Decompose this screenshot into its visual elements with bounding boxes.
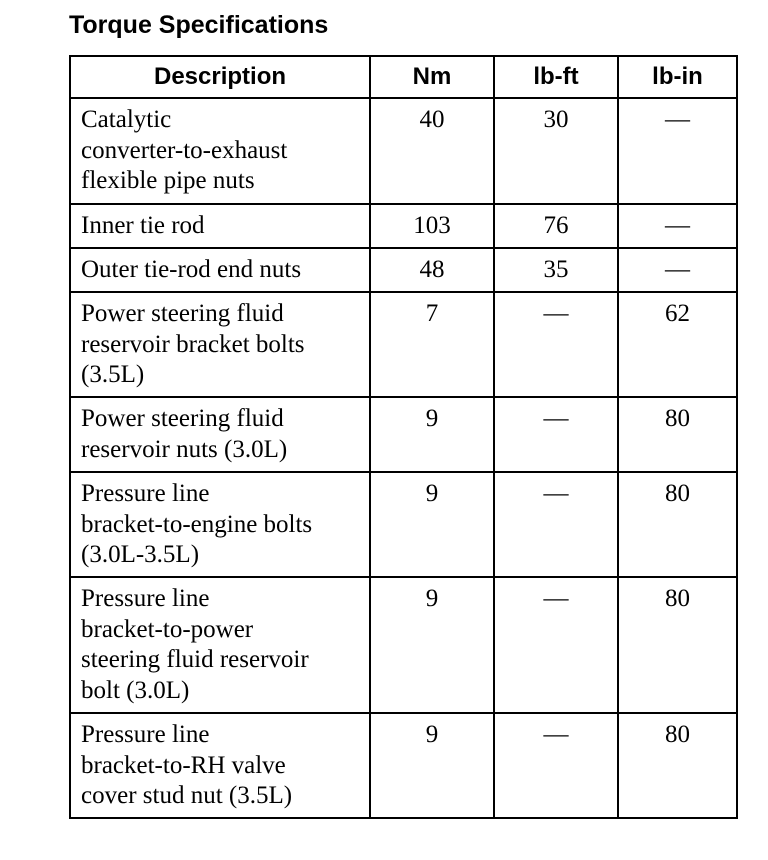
description-cell xyxy=(70,397,370,472)
table-row xyxy=(70,248,737,292)
description-cell xyxy=(70,204,370,248)
table-body xyxy=(70,98,737,818)
description-line: Power steering fluid xyxy=(81,405,284,432)
lb-in-cell: 80 xyxy=(618,472,737,577)
lb-in-cell: 80 xyxy=(618,577,737,713)
description-cell xyxy=(70,713,370,818)
table-row xyxy=(70,397,737,472)
description-line: flexible pipe nuts xyxy=(81,167,255,194)
column-header-nm: Nm xyxy=(370,56,494,98)
column-header-lb-ft: lb-ft xyxy=(494,56,618,98)
lb-ft-cell: — xyxy=(494,713,618,818)
description-cell xyxy=(70,292,370,397)
lb-ft-cell: 30 xyxy=(494,98,618,204)
description-line: Power steering fluid xyxy=(81,300,284,327)
description-cell xyxy=(70,577,370,713)
description-line: (3.0L-3.5L) xyxy=(81,541,200,568)
lb-in-cell: — xyxy=(618,98,737,204)
lb-in-cell: 80 xyxy=(618,397,737,472)
header-row xyxy=(70,56,737,98)
nm-cell: 40 xyxy=(370,98,494,204)
description-line: reservoir bracket bolts xyxy=(81,330,305,358)
lb-ft-cell: — xyxy=(494,292,618,397)
description-line: Catalytic xyxy=(81,106,172,133)
table-row xyxy=(70,204,737,248)
nm-cell: 9 xyxy=(370,397,494,472)
description-line: Inner tie rod xyxy=(81,212,205,239)
page-title: Torque Specifications xyxy=(69,11,329,39)
nm-cell: 9 xyxy=(370,577,494,713)
lb-ft-cell: 35 xyxy=(494,248,618,292)
description-cell xyxy=(70,98,370,204)
table-row xyxy=(70,472,737,577)
nm-cell: 7 xyxy=(370,292,494,397)
description-line: (3.5L) xyxy=(81,361,145,388)
column-header-description: Description xyxy=(70,56,370,98)
table-row xyxy=(70,713,737,818)
torque-spec-table xyxy=(69,55,738,819)
lb-in-cell: — xyxy=(618,204,737,248)
lb-ft-cell: — xyxy=(494,472,618,577)
lb-in-cell: — xyxy=(618,248,737,292)
table-row xyxy=(70,98,737,204)
table-row xyxy=(70,292,737,397)
description-line: steering fluid reservoir xyxy=(81,646,309,673)
description-line: reservoir nuts (3.0L) xyxy=(81,435,288,463)
description-line: cover stud nut (3.5L) xyxy=(81,782,293,809)
table-row xyxy=(70,577,737,713)
table-header xyxy=(70,56,737,98)
description-line: Outer tie-rod end nuts xyxy=(81,256,302,283)
description-cell xyxy=(70,472,370,577)
description-line: Pressure line xyxy=(81,480,210,507)
description-line: Pressure line xyxy=(81,585,210,612)
nm-cell: 9 xyxy=(370,713,494,818)
description-line: bracket-to-engine bolts xyxy=(81,510,313,538)
column-header-lb-in: lb-in xyxy=(618,56,737,98)
description-line: bolt (3.0L) xyxy=(81,676,190,704)
lb-ft-cell: — xyxy=(494,577,618,713)
nm-cell: 103 xyxy=(370,204,494,248)
description-cell xyxy=(70,248,370,292)
description-line: bracket-to-RH valve xyxy=(81,751,286,779)
nm-cell: 48 xyxy=(370,248,494,292)
description-line: bracket-to-power xyxy=(81,615,254,643)
description-line: Pressure line xyxy=(81,721,210,748)
lb-ft-cell: 76 xyxy=(494,204,618,248)
description-line: converter-to-exhaust xyxy=(81,136,288,164)
lb-in-cell: 80 xyxy=(618,713,737,818)
lb-ft-cell: — xyxy=(494,397,618,472)
lb-in-cell: 62 xyxy=(618,292,737,397)
nm-cell: 9 xyxy=(370,472,494,577)
